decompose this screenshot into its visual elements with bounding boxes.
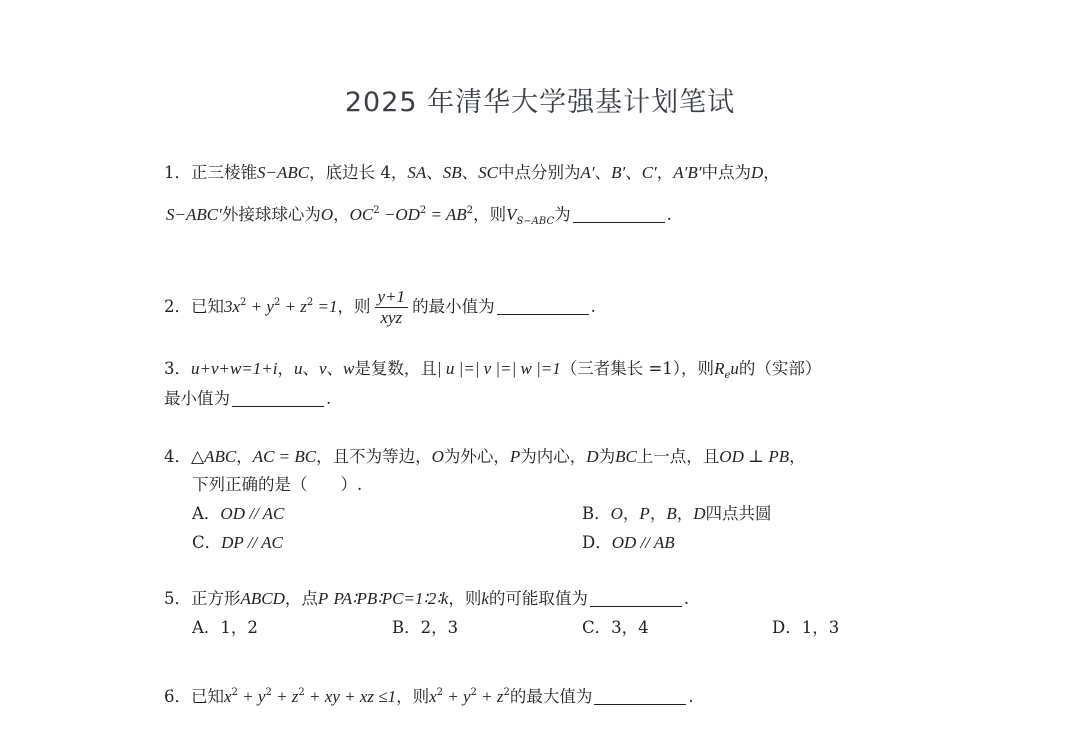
q5-text: 的可能取值为 bbox=[488, 589, 588, 608]
q4-text: ， bbox=[789, 447, 806, 466]
q1-exponent: 2 bbox=[466, 205, 474, 216]
fraction-numerator: y+1 bbox=[375, 287, 409, 308]
q4-math: D bbox=[586, 447, 599, 466]
q1-math: C′ bbox=[641, 163, 657, 182]
option-label: B． bbox=[582, 504, 611, 523]
question-4-line-1 bbox=[164, 446, 806, 468]
q1-math: O bbox=[320, 205, 334, 224]
q3-text: 是复数，且 bbox=[354, 359, 437, 378]
q5-text: ，点 bbox=[284, 589, 318, 608]
q6-math: + y bbox=[443, 687, 471, 706]
q2-text: ，则 bbox=[337, 297, 371, 316]
option-label: C． bbox=[192, 533, 222, 552]
q2-text: . bbox=[590, 297, 596, 316]
answer-blank bbox=[497, 298, 589, 315]
q2-fraction bbox=[375, 287, 409, 328]
q5-text: 正方形 bbox=[191, 589, 241, 608]
q4-math: △ABC bbox=[191, 447, 237, 466]
question-3-line-1 bbox=[164, 358, 821, 380]
q1-text: 、 bbox=[426, 163, 443, 182]
question-3-number: 3． bbox=[164, 359, 191, 378]
q6-exponent: 2 bbox=[436, 687, 443, 698]
option-math: B bbox=[666, 504, 677, 523]
option-text: OD // AB bbox=[611, 533, 675, 552]
option-math: O bbox=[610, 504, 623, 523]
question-5-number: 5． bbox=[164, 589, 191, 608]
q1-math: = AB bbox=[426, 205, 467, 224]
q3-math: u bbox=[294, 359, 303, 378]
q1-math: A′ bbox=[580, 163, 595, 182]
q1-text: 正三棱锥 bbox=[191, 163, 257, 182]
q2-text: 已知 bbox=[191, 297, 224, 316]
option-text: ， bbox=[622, 504, 640, 523]
q1-math: SC bbox=[478, 163, 498, 182]
q6-math: x bbox=[429, 687, 437, 706]
q3-math: w bbox=[343, 359, 355, 378]
q6-text: ，则 bbox=[396, 687, 430, 706]
q6-math: + z bbox=[476, 687, 504, 706]
q1-math: D bbox=[750, 163, 764, 182]
q6-math: x bbox=[224, 687, 232, 706]
q1-exponent: 2 bbox=[373, 205, 380, 216]
q5-text: ，则 bbox=[448, 589, 482, 608]
q6-math: + y bbox=[237, 687, 266, 706]
option-text: 四点共圆 bbox=[705, 504, 772, 523]
q1-math: S−ABC bbox=[257, 163, 310, 182]
q3-text: 、 bbox=[326, 359, 344, 378]
q3-text: 最小值为 bbox=[164, 389, 230, 408]
q6-math: + xy + xz ≤1 bbox=[304, 687, 397, 706]
q1-text: ，底边长 4， bbox=[309, 163, 408, 182]
q4-math: OD ⊥ PB bbox=[719, 447, 790, 466]
q1-math: V bbox=[506, 205, 517, 224]
q5-math: PA∶PB∶PC bbox=[333, 589, 404, 608]
q3-text: （三者集长 =1），则 bbox=[560, 359, 715, 378]
q6-text: 的最大值为 bbox=[509, 687, 593, 706]
q4-option-d bbox=[582, 532, 675, 554]
question-6 bbox=[164, 686, 694, 708]
q5-math: k bbox=[481, 589, 489, 608]
answer-blank bbox=[232, 390, 324, 407]
q1-text: 、 bbox=[625, 163, 642, 182]
question-3-line-2 bbox=[164, 388, 331, 410]
fraction-denominator: xyz bbox=[380, 308, 403, 327]
q1-math: SB bbox=[442, 163, 462, 182]
q4-text: 为 bbox=[598, 447, 616, 466]
q3-text: 的（实部） bbox=[738, 359, 822, 378]
question-4-line-2: 下列正确的是（ ）. bbox=[192, 475, 363, 494]
answer-blank bbox=[573, 206, 665, 223]
q2-math: =1 bbox=[313, 297, 338, 316]
q6-math: + z bbox=[271, 687, 299, 706]
q6-exponent: 2 bbox=[470, 687, 477, 698]
q4-option-a bbox=[192, 503, 284, 525]
q6-text: 已知 bbox=[191, 687, 224, 706]
option-math: D bbox=[693, 504, 706, 523]
q5-option-b: B．2，3 bbox=[392, 618, 459, 637]
q1-text: ， bbox=[333, 205, 350, 224]
question-6-number: 6． bbox=[164, 687, 191, 706]
q1-text: 为 bbox=[554, 205, 571, 224]
q3-math: | u |=| v |=| w |=1 bbox=[436, 359, 561, 378]
q3-math: R bbox=[714, 359, 725, 378]
option-math: P bbox=[639, 504, 650, 523]
q5-math: =1∶2∶ bbox=[403, 589, 441, 608]
q3-math: v bbox=[319, 359, 327, 378]
answer-blank bbox=[594, 688, 686, 705]
answer-blank bbox=[590, 590, 682, 607]
q3-text: ， bbox=[277, 359, 294, 378]
q1-text: ， bbox=[763, 163, 780, 182]
question-2-number: 2． bbox=[164, 297, 191, 316]
q5-math: k bbox=[440, 589, 449, 608]
q4-math: O bbox=[431, 447, 444, 466]
question-1-number: 1． bbox=[164, 163, 191, 182]
q1-math: B′ bbox=[611, 163, 626, 182]
q2-math: + z bbox=[280, 297, 307, 316]
q4-text: 为外心， bbox=[443, 447, 510, 466]
q2-math: + y bbox=[246, 297, 274, 316]
q1-text: 中点为 bbox=[701, 163, 751, 182]
q1-text: ， bbox=[656, 163, 674, 182]
q5-math: P bbox=[317, 589, 329, 608]
q2-exponent: 2 bbox=[240, 297, 247, 308]
q3-subscript: e bbox=[724, 370, 731, 381]
q4-option-b bbox=[582, 503, 771, 525]
q1-exponent: 2 bbox=[419, 205, 427, 216]
q2-text: 的最小值为 bbox=[412, 297, 495, 316]
q1-math: S−ABC′ bbox=[166, 205, 222, 224]
q5-option-c: C．3，4 bbox=[582, 618, 649, 637]
q5-math: ABCD bbox=[240, 589, 285, 608]
option-text: OD // AC bbox=[220, 504, 285, 523]
q4-text: ， bbox=[236, 447, 253, 466]
q5-option-a: A．1，2 bbox=[192, 618, 258, 637]
q3-math: u bbox=[730, 359, 739, 378]
q1-text: . bbox=[666, 205, 672, 224]
q6-exponent: 2 bbox=[231, 687, 238, 698]
q1-text: 中点分别为 bbox=[497, 163, 581, 182]
q5-text: . bbox=[683, 589, 690, 608]
question-1-line-1 bbox=[164, 162, 780, 184]
q4-option-c bbox=[192, 532, 283, 554]
question-4-number: 4． bbox=[164, 447, 191, 466]
question-5 bbox=[164, 588, 689, 610]
q1-math: SA bbox=[407, 163, 427, 182]
page-title: 2025 年清华大学强基计划笔试 bbox=[344, 87, 736, 118]
option-text: ， bbox=[676, 504, 694, 523]
option-label: D． bbox=[582, 533, 612, 552]
option-text: DP // AC bbox=[221, 533, 283, 552]
q1-text: 外接球球心为 bbox=[221, 205, 321, 224]
q1-math: A′B′ bbox=[673, 163, 702, 182]
q3-text: . bbox=[326, 389, 332, 408]
q4-math: P bbox=[509, 447, 521, 466]
q2-exponent: 2 bbox=[273, 297, 281, 308]
q4-text: ，且不为等边， bbox=[316, 447, 432, 466]
question-2 bbox=[164, 286, 596, 328]
question-1-line-2 bbox=[166, 204, 672, 226]
q1-text: 、 bbox=[594, 163, 612, 182]
q1-math: OC bbox=[349, 205, 374, 224]
q4-text: 为内心， bbox=[520, 447, 587, 466]
q1-text: ，则 bbox=[473, 205, 507, 224]
q5-option-d: D．1，3 bbox=[772, 618, 840, 637]
q6-exponent: 2 bbox=[298, 687, 305, 698]
option-text: ， bbox=[649, 504, 667, 523]
q6-exponent: 2 bbox=[265, 687, 272, 698]
q3-text: 、 bbox=[302, 359, 319, 378]
q1-math: −OD bbox=[379, 205, 420, 224]
option-label: A． bbox=[192, 504, 221, 523]
q4-text: 上一点，且 bbox=[636, 447, 720, 466]
q3-math: u+v+w=1+i bbox=[191, 359, 278, 378]
q6-text: . bbox=[688, 687, 694, 706]
q2-exponent: 2 bbox=[306, 297, 314, 308]
q2-math: 3x bbox=[224, 297, 241, 316]
q1-subscript: S−ABC bbox=[516, 216, 555, 227]
q4-math: AC = BC bbox=[252, 447, 317, 466]
q4-math: BC bbox=[615, 447, 637, 466]
q6-exponent: 2 bbox=[503, 687, 510, 698]
q1-text: 、 bbox=[461, 163, 479, 182]
